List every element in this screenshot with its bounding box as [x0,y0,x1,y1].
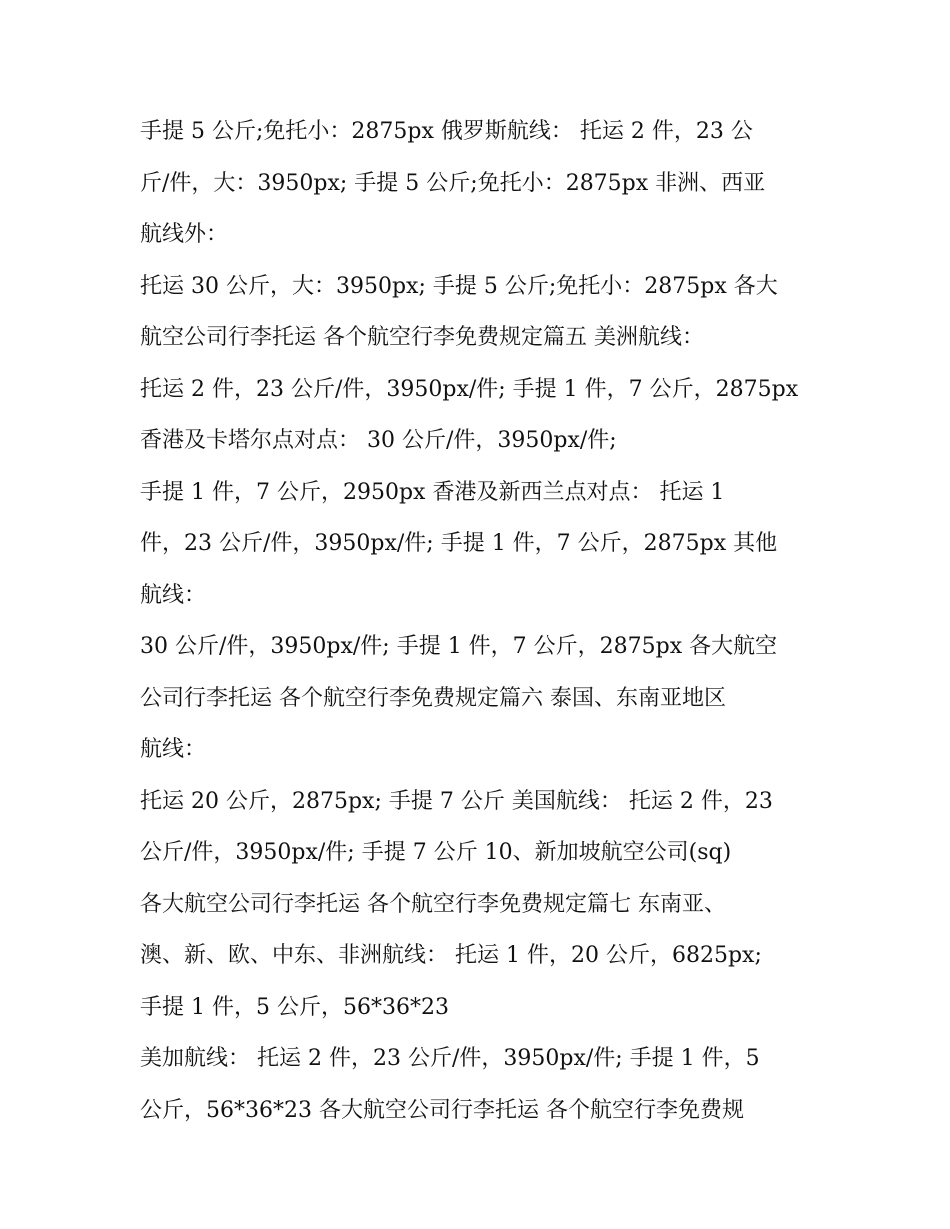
text-line: 斤/件，大：3950px; 手提 5 公斤;免托小：2875px 非洲、西亚 [140,170,766,196]
text-line: 手提 5 公斤;免托小：2875px 俄罗斯航线： 托运 2 件，23 公 [140,119,753,144]
text-line: 手提 1 件，5 公斤，56*36*23 [140,994,449,1020]
text-line: 件，23 公斤/件，3950px/件; 手提 1 件，7 公斤，2875px 其他 [140,531,778,556]
text-line: 各大航空公司行李托运 各个航空行李免费规定篇七 东南亚、 [140,891,726,917]
text-line: 托运 20 公斤，2875px; 手提 7 公斤 美国航线： 托运 2 件，23 [140,788,773,814]
text-line: 公斤，56*36*23 各大航空公司行李托运 各个航空行李免费规 [140,1097,744,1123]
text-line: 手提 1 件，7 公斤，2950px 香港及新西兰点对点： 托运 1 [140,479,725,505]
text-line: 航线外： [140,222,229,247]
text-line: 30 公斤/件，3950px/件; 手提 1 件，7 公斤，2875px 各大航空 [140,634,778,659]
text-line: 香港及卡塔尔点对点： 30 公斤/件，3950px/件; [140,428,617,453]
text-line: 航线： [140,737,207,762]
text-line: 澳、新、欧、中东、非洲航线： 托运 1 件，20 公斤，6825px; [140,943,762,968]
text-line: 航空公司行李托运 各个航空行李免费规定篇五 美洲航线： [140,325,704,350]
text-line: 公斤/件，3950px/件; 手提 7 公斤 10、新加坡航空公司(sq) [140,840,732,865]
text-line: 托运 2 件，23 公斤/件，3950px/件; 手提 1 件，7 公斤，2875px [140,376,799,402]
text-line: 托运 30 公斤，大：3950px; 手提 5 公斤;免托小：2875px 各大 [140,273,778,299]
text-line: 航线： [140,582,207,608]
text-line: 公司行李托运 各个航空行李免费规定篇六 泰国、东南亚地区 [140,685,726,711]
document-body [140,106,830,1136]
text-line: 美加航线： 托运 2 件，23 公斤/件，3950px/件; 手提 1 件，5 [140,1046,760,1071]
